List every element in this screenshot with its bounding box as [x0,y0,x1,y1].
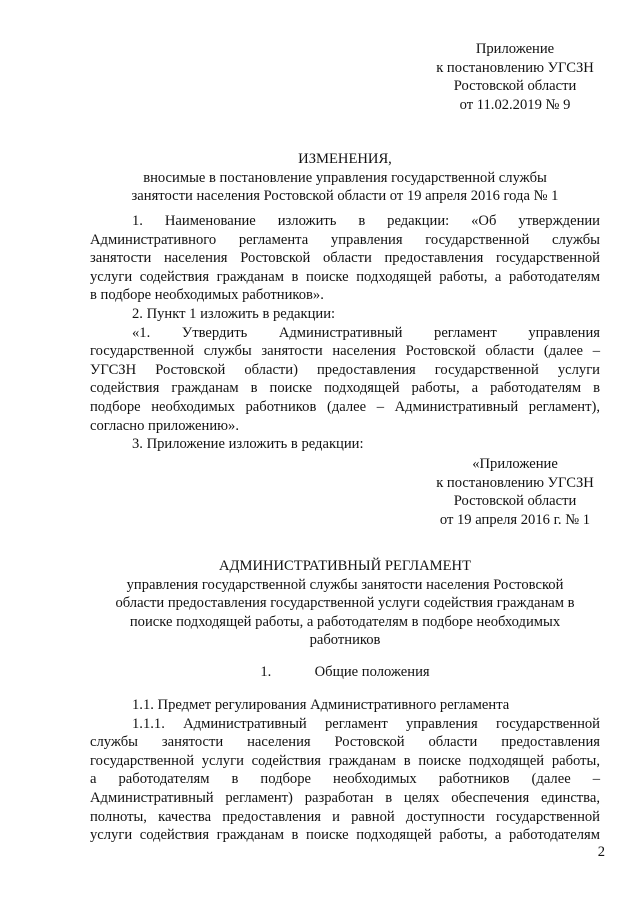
changes-title [90,150,600,206]
amendment-items [90,212,600,454]
reglament-heading: АДМИНИСТРАТИВНЫЙ РЕГЛАМЕНТ [218,558,472,574]
reglament-subtitle-line: работников [309,632,381,649]
quoted-appendix [415,455,615,529]
body-line: службы занятости населения Ростовской области предоставления [90,734,600,751]
reglament-title [90,557,600,650]
appendix-line: от 11.02.2019 № 9 [459,96,571,113]
item-2-line: УГСЗН Ростовской области) предоставления государственной услуги [90,361,600,378]
changes-heading: ИЗМЕНЕНИЯ, [298,151,392,167]
body-line: Административный регламент) разработан в целях обеспечения единства, [90,789,600,806]
item-1-line: в подборе необходимых работников». [90,287,324,304]
appendix-line: Ростовской области [453,78,577,95]
item-2-line: содействия гражданам в поиске подходящей работы, а работодателям в [90,380,600,397]
quoted-appendix-line: Ростовской области [453,493,577,510]
item-1-line: услуги содействия гражданам в поиске подходящей работы, а работодателям [90,268,600,285]
item-3-line: 3. Приложение изложить в редакции: [132,436,364,453]
reglament-subtitle-line: области предоставления государственной услуги содействия гражданам в [115,595,575,612]
subsection-body [90,696,600,845]
item-1-line: занятости населения Ростовской области предоставления государственной [90,250,600,267]
body-line: полноты, качества предоставления и равной доступности государственной [90,808,600,825]
appendix-line: Приложение [475,41,555,57]
section-title: Общие положения [314,664,430,680]
item-1-line: Административного регламента управления государственной службы [90,231,600,248]
reglament-subtitle-line: управления государственной службы занятости населения Ростовской [126,576,564,593]
subsection-heading: 1.1. Предмет регулирования Административного регламента [132,697,510,713]
body-line: 1.1.1. Административный регламент управления государственной [132,715,600,732]
body-line: государственной услуги содействия гражданам в поиске подходящей работы, [90,752,600,769]
body-line: услуги содействия гражданам в поиске подходящей работы, а работодателям [90,827,600,844]
changes-subtitle-line: занятости населения Ростовской области от 19 апреля 2016 года № 1 [131,188,559,205]
quoted-appendix-line: «Приложение [472,456,558,472]
item-1-line: 1. Наименование изложить в редакции: «Об утверждении [132,213,600,229]
quoted-appendix-line: к постановлению УГСЗН [436,474,594,491]
item-2-line: государственной службы занятости населения Ростовской области (далее – [90,343,600,360]
section-number: 1. [260,664,272,680]
section-heading [90,663,600,682]
appendix-line: к постановлению УГСЗН [436,59,594,76]
body-line: а работодателям в подборе необходимых работников (далее – [90,771,600,788]
changes-subtitle-line: вносимые в постановление управления государственной службы [143,169,547,186]
quoted-appendix-line: от 19 апреля 2016 г. № 1 [439,511,591,528]
item-2-line: согласно приложению». [90,417,239,434]
item-2-line: «1. Утвердить Административный регламент управления [132,324,600,341]
item-2-line: подборе необходимых работников (далее – Административный регламент), [90,398,600,415]
reglament-subtitle-line: поиске подходящей работы, а работодателям в подборе необходимых [129,613,561,630]
appendix-header [420,40,610,114]
item-2-line: 2. Пункт 1 изложить в редакции: [132,305,336,322]
page-number: 2 [597,844,605,860]
